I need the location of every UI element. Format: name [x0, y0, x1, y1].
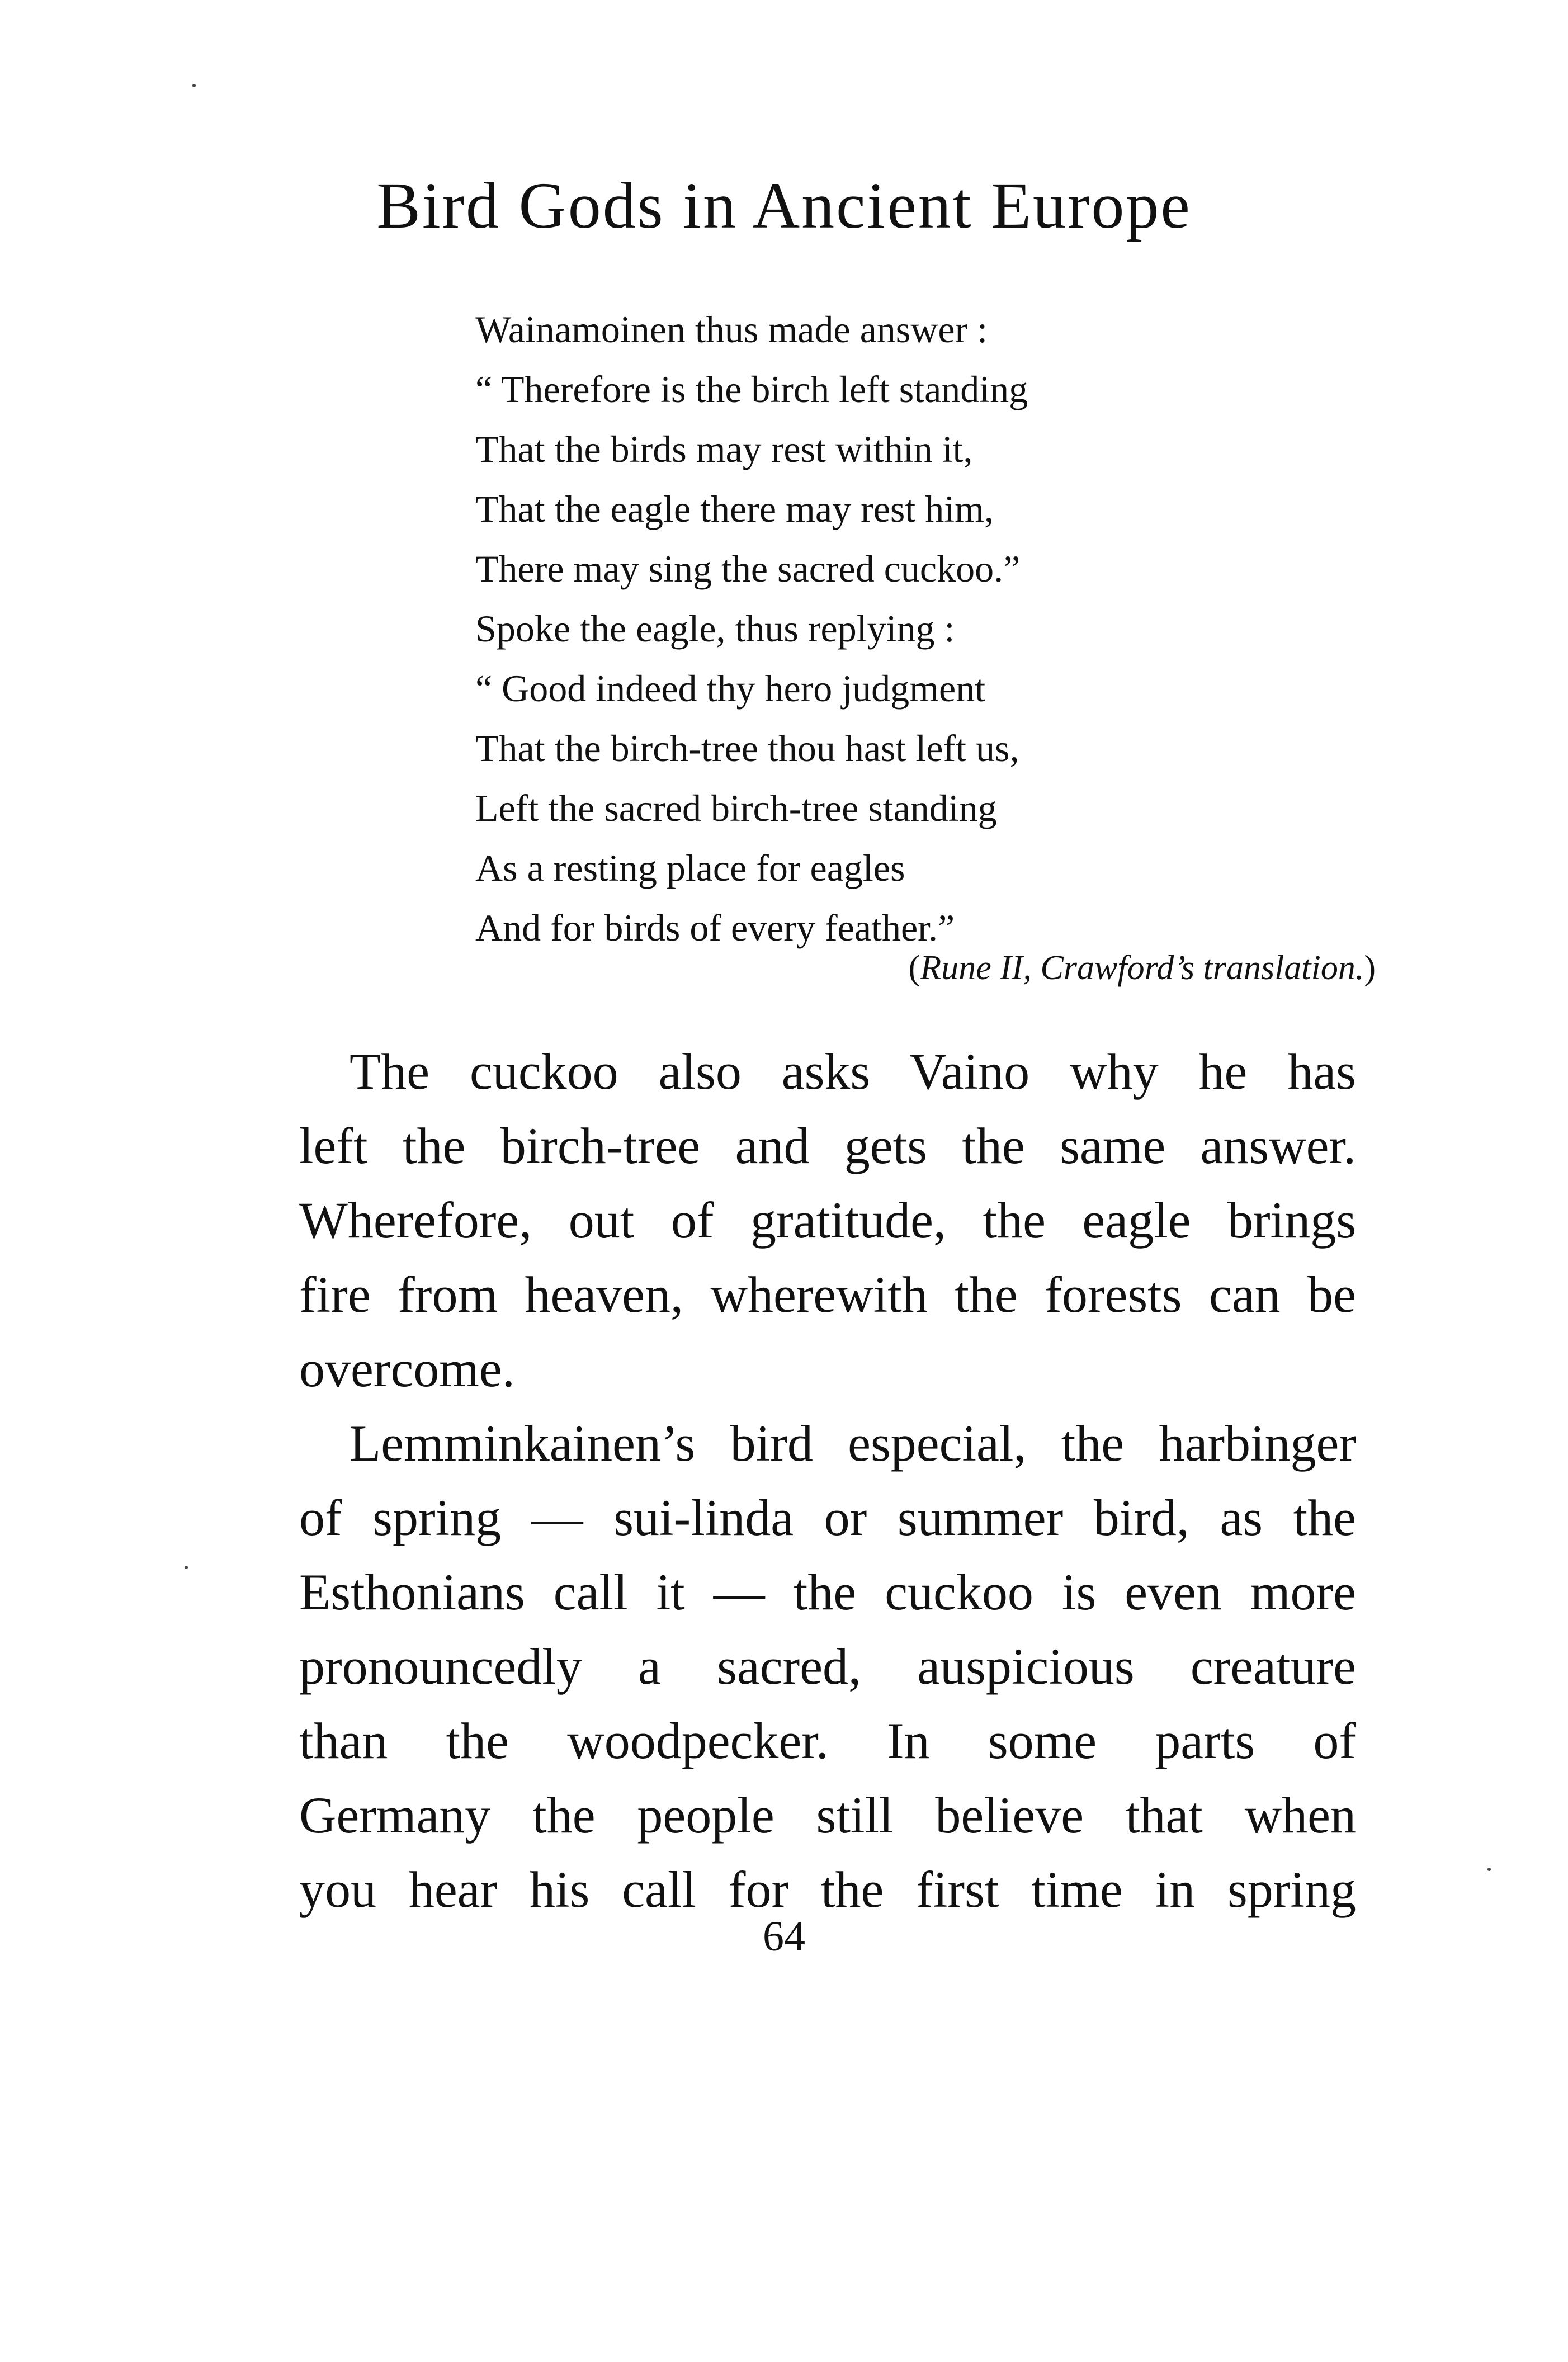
paper-speck [1487, 1868, 1491, 1871]
poem-block [475, 300, 1348, 958]
paragraph-line: fire from heaven, wherewith the forests can be [299, 1266, 1356, 1323]
poem-line: There may sing the sacred cuckoo.” [475, 547, 1021, 590]
paragraph [299, 1034, 1356, 1406]
paragraph-line: pronouncedly a sacred, auspicious creature [299, 1638, 1356, 1695]
paragraph-line: overcome. [299, 1340, 515, 1397]
page-number: 64 [763, 1913, 805, 1960]
poem-attribution [761, 948, 1376, 988]
poem-line: And for birds of every feather.” [475, 906, 955, 949]
paragraph-line: Lemminkainen’s bird especial, the harbinger [350, 1415, 1356, 1472]
paragraph-line: left the birch-tree and gets the same answer. [299, 1117, 1356, 1174]
poem-line: Spoke the eagle, thus replying : [475, 607, 955, 650]
poem-line: Wainamoinen thus made answer : [475, 308, 988, 351]
attribution-open-paren: ( [908, 949, 920, 987]
paragraph [299, 1406, 1356, 1927]
attribution-close-paren: ) [1364, 949, 1376, 987]
paragraph-line: The cuckoo also asks Vaino why he has [350, 1043, 1356, 1100]
poem-line: That the birch-tree thou hast left us, [475, 727, 1019, 769]
paragraph-line: you hear his call for the first time in spring [299, 1861, 1356, 1918]
poem-line: That the birds may rest within it, [475, 428, 973, 470]
poem-line: “ Good indeed thy hero judgment [475, 667, 986, 710]
paragraph-line: Esthonians call it — the cuckoo is even more [299, 1563, 1356, 1621]
attribution-source: Rune II, Crawford’s translation. [920, 949, 1364, 987]
poem-line: Left the sacred birch-tree standing [475, 787, 997, 829]
paragraph-line: than the woodpecker. In some parts of [299, 1712, 1356, 1769]
paper-speck [192, 84, 196, 87]
poem-line: That the eagle there may rest him, [475, 488, 994, 530]
body-text [299, 1034, 1356, 1927]
paper-speck [185, 1566, 188, 1569]
running-head: Bird Gods in Ancient Europe [376, 169, 1192, 242]
poem-line: As a resting place for eagles [475, 847, 905, 889]
paragraph-line: Wherefore, out of gratitude, the eagle brings [299, 1192, 1356, 1249]
paragraph-line: Germany the people still believe that when [299, 1787, 1356, 1844]
paragraph-line: of spring — sui-linda or summer bird, as the [299, 1489, 1356, 1546]
poem-line: “ Therefore is the birch left standing [475, 368, 1028, 410]
